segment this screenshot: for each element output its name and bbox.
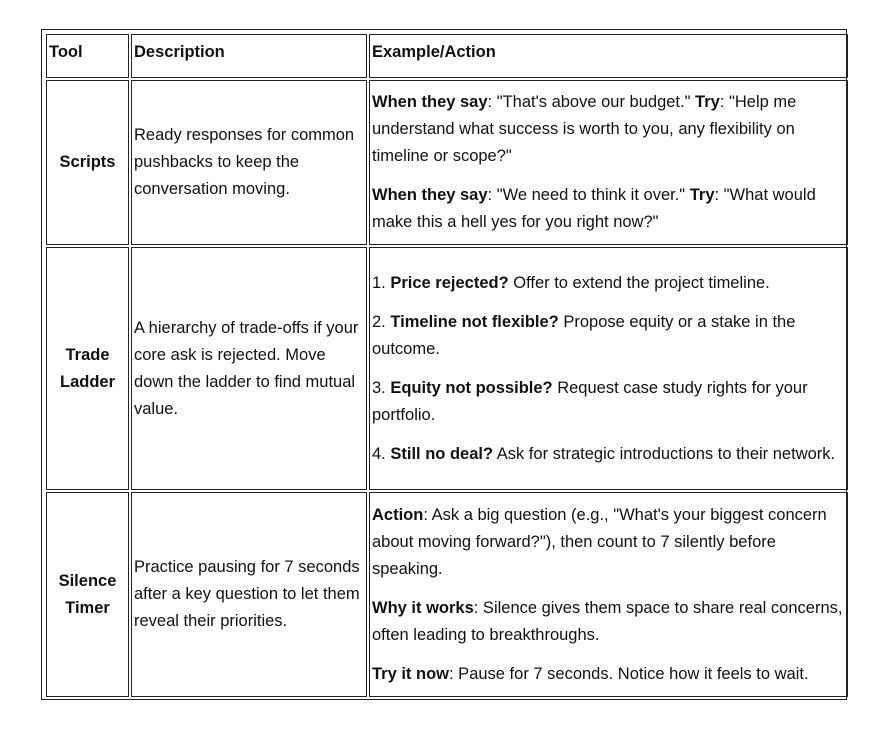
tool-name: Ladder xyxy=(59,372,115,391)
tool-name: Silence xyxy=(58,571,117,590)
table-row-scripts xyxy=(46,80,848,245)
table-row-silence-timer xyxy=(46,492,848,697)
tool-cell xyxy=(46,247,129,490)
example-label: Try it now xyxy=(372,664,450,683)
example-label: Still no deal? xyxy=(390,444,494,463)
header-row xyxy=(46,34,848,78)
example-text: Propose equity or a stake in the outcome. xyxy=(372,312,796,358)
description-cell: A hierarchy of trade-offs if your core ask is rejected. Move down the ladder to find mutual value. xyxy=(131,247,367,490)
example-item xyxy=(372,309,845,363)
example-label: Try xyxy=(695,93,720,111)
example-item xyxy=(372,270,845,297)
example-item xyxy=(372,441,845,468)
item-number: 1. xyxy=(372,273,391,292)
description-cell: Ready responses for common pushbacks to keep the conversation moving. xyxy=(131,80,367,245)
tool-name: Trade xyxy=(65,345,110,364)
example-text: Offer to extend the project timeline. xyxy=(508,273,770,292)
example-text: : "Help me understand what success is worth to you, any flexibility on timeline or scope?" xyxy=(372,93,797,165)
example-text: : "That's above our budget." xyxy=(487,93,696,111)
item-number: 4. xyxy=(372,444,391,463)
header-tool: Tool xyxy=(46,34,129,78)
tool-cell xyxy=(46,80,129,245)
example-label: Try xyxy=(689,186,715,204)
header-example-action: Example/Action xyxy=(369,34,848,78)
example-item xyxy=(372,595,845,649)
item-number: 2. xyxy=(372,312,391,331)
tool-name: Timer xyxy=(65,598,110,617)
example-label: When they say xyxy=(372,186,488,204)
example-text: Request case study rights for your portfolio. xyxy=(372,378,808,424)
example-text: : Silence gives them space to share real concerns, often leading to breakthroughs. xyxy=(372,598,843,644)
description-cell: Practice pausing for 7 seconds after a key question to let them reveal their priorities. xyxy=(131,492,367,697)
example-cell xyxy=(369,247,848,490)
example-label: Price rejected? xyxy=(390,273,509,292)
example-item xyxy=(372,89,845,170)
tool-cell xyxy=(46,492,129,697)
example-label: Action xyxy=(372,505,424,524)
header-description: Description xyxy=(131,34,367,78)
example-item xyxy=(372,502,845,583)
example-label: Why it works xyxy=(372,598,474,617)
table-frame xyxy=(41,29,847,700)
example-text: : "What would make this a hell yes for you right now?" xyxy=(372,186,816,231)
example-text: : Pause for 7 seconds. Notice how it feels to wait. xyxy=(449,664,809,683)
table-row-trade-ladder xyxy=(46,247,848,490)
example-text: Ask for strategic introductions to their network. xyxy=(493,444,836,463)
example-text: : "We need to think it over." xyxy=(487,186,690,204)
tool-name: Scripts xyxy=(59,153,116,171)
example-item xyxy=(372,661,845,688)
example-label: Timeline not flexible? xyxy=(390,312,559,331)
example-item xyxy=(372,182,845,236)
example-text: : Ask a big question (e.g., "What's your biggest concern about moving forward?"), then count to 7 silently before speaking. xyxy=(372,505,827,578)
example-label: When they say xyxy=(372,93,488,111)
example-cell xyxy=(369,492,848,697)
example-label: Equity not possible? xyxy=(390,378,553,397)
item-number: 3. xyxy=(372,378,391,397)
example-cell xyxy=(369,80,848,245)
example-item xyxy=(372,375,845,429)
tools-table xyxy=(44,32,850,699)
